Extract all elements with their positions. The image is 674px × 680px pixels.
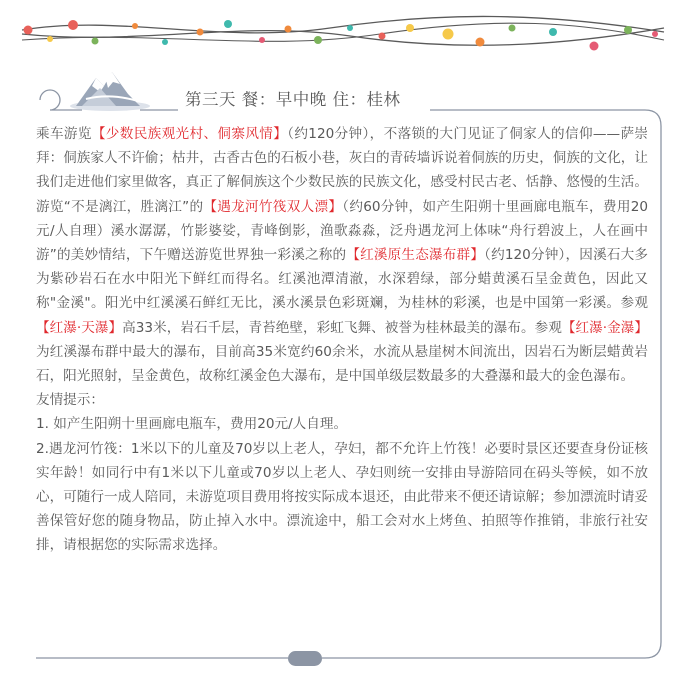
body-text: 高33米，岩石千层，青苔绝壁，彩虹飞舞、被誉为桂林最美的瀑布。参观 <box>122 319 562 336</box>
body-text: 为红溪瀑布群中最大的瀑布，目前高35米宽约60余米，水流从悬崖树木间流出，因岩石为断层蜡黄岩石，阳光照射，呈金黄色，故称红溪金色大瀑布，是中国单级层数最多的大叠瀑和最大的金色瀑布。 <box>36 343 648 385</box>
highlight-text: 【红溪原生态瀑布群】 <box>346 247 485 264</box>
itinerary-paragraph <box>36 122 648 388</box>
scroll-indicator <box>288 651 322 666</box>
highlight-text: 【红瀑·金瀑】 <box>561 319 648 336</box>
highlight-text: 【少数民族观光村、侗寨风情】 <box>91 126 288 142</box>
body-text: 乘车游览 <box>36 126 92 142</box>
body-text: （约120分钟），因溪石大多为紫砂岩石在水中阳光下鲜红而得名。红溪池潭清澈，水深碧绿，部分蜡黄溪石呈金黄色，因此又称"金溪"。阳光中红溪溪石鲜红无比，溪水溪景色彩斑斓，为桂林的彩溪，也是中国第一彩溪。参观 <box>36 247 649 312</box>
page-title: 第三天 餐：早中晚 住：桂林 <box>185 90 401 109</box>
itinerary-content <box>36 122 648 558</box>
mountain-landscape-icon <box>70 72 150 111</box>
tips-title: 友情提示： <box>36 392 104 409</box>
tip-1: 1. 如产生阳朔十里画廊电瓶车，费用20元/人自理。 <box>36 416 348 433</box>
tip-2: 2.遇龙河竹筏：1米以下的儿童及70岁以上老人，孕妇，都不允许上竹筏！必要时景区还要查身份证核实年龄！如同行中有1米以下儿童或70岁以上老人、孕妇则统一安排由导游陪同在码头等候，如不放心，可随行一成人陪同，未游览项目费用将按实际成本退还，由此带来不便还请谅解；参加漂流时请妥善保管好您的随身物品，防止掉入水中。漂流途中，船工会对水上烤鱼、拍照等作推销，非旅行社安排，请根据您的实际需求选择。 <box>36 440 648 554</box>
highlight-text: 【遇龙河竹筏双人漂】 <box>203 198 343 215</box>
body-text: （约60分钟，如产生阳朔十里画廊电瓶车，费用20元/人自理）溪水潺潺，竹影婆娑，青峰倒影，渔歌淼淼，泛舟遇龙河上体味“舟行碧波上，人在画中游”的美妙情结，下午赠送游览世界独一彩溪之称的 <box>36 198 648 264</box>
highlight-text: 【红瀑·天瀑】 <box>36 319 123 336</box>
body-text: （约120分钟），不落锁的大门见证了侗家人的信仰——萨崇拜：侗族家人不许偷；枯井，古香古色的石板小巷，灰白的青砖墙诉说着侗族的历史，侗族的文化，让我们走进他们家里做客，真正了解侗族这个少数民族的民族文化，感受村民古老、恬静、悠慢的生活。游览“不是漓江，胜漓江”的 <box>36 126 649 215</box>
